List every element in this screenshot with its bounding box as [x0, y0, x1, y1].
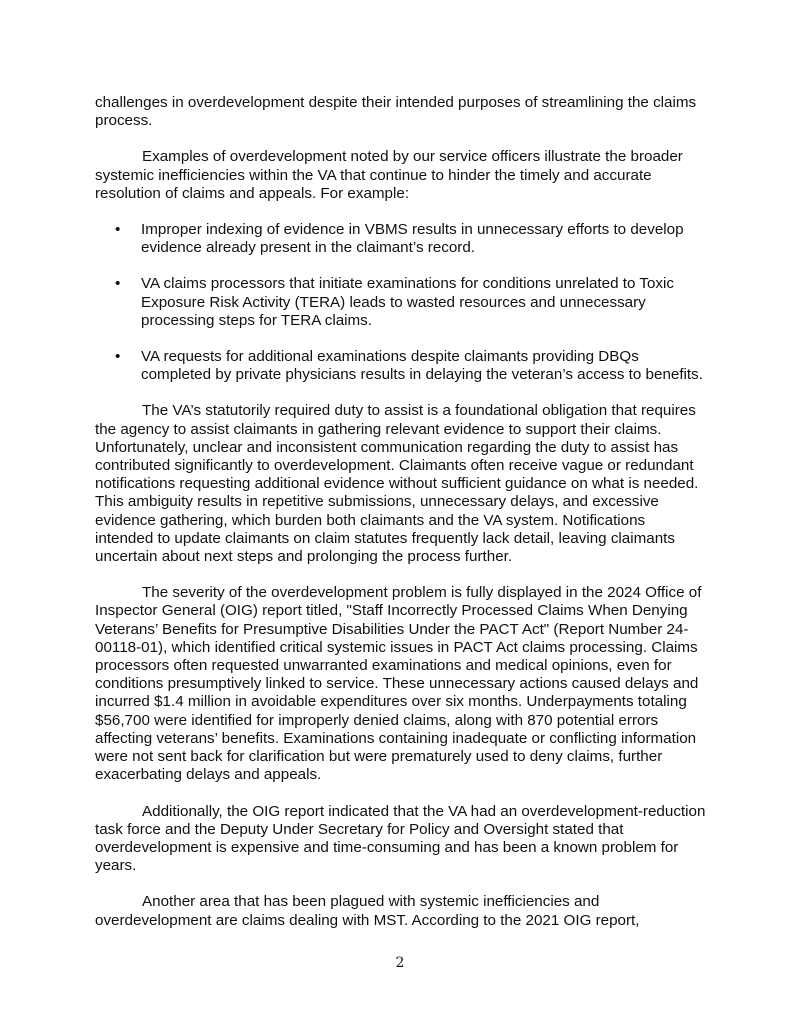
bullet-item-additional-examinations: [95, 348, 707, 384]
bullet-text: VA claims processors that initiate examinations for conditions unrelated to Toxic Exposure Risk Activity (TERA) leads to wasted resources and unnecessary processing steps for TERA claims.: [141, 275, 674, 329]
bullet-icon: •: [115, 348, 121, 366]
duty-to-assist-paragraph: The VA’s statutorily required duty to assist is a foundational obligation that requires the agency to assist claimants in gathering relevant evidence to support their claims. Unfortunately, unclear and inconsistent communication regarding the duty to assist has contributed significantly to overdevelopment. Claimants often receive vague or redundant notifications requesting additional evidence without sufficient guidance on what is needed. This ambiguity results in repetitive submissions, unnecessary delays, and excessive evidence gathering, which burden both claimants and the VA system. Notifications intended to update claimants on claim statutes frequently lack detail, leaving claimants uncertain about next steps and prolonging the process further.: [95, 402, 699, 566]
task-force-paragraph: Additionally, the OIG report indicated that the VA had an overdevelopment-reduction task force and the Deputy Under Secretary for Policy and Oversight stated that overdevelopment is expensive and time-consuming and has been a known problem for years.: [95, 802, 706, 875]
oig-report-paragraph: The severity of the overdevelopment problem is fully displayed in the 2024 Office of Inspector General (OIG) report titled, "Staff Incorrectly Processed Claims When Denying Veterans’ Benefits for Presumptive Disabilities Under the PACT Act" (Report Number 24-00118-01), which identified critical systemic issues in PACT Act claims processing. Claims processors often requested unwarranted examinations and medical opinions, even for conditions presumptively linked to service. These unnecessary actions caused delays and incurred $1.4 million in avoidable expenditures over six months. Underpayments totaling $56,700 were identified for improperly denied claims, along with 870 potential errors affecting veterans’ benefits. Examinations containing inadequate or conflicting information were not sent back for clarification but were prematurely used to deny claims, further exacerbating delays and appeals.: [95, 584, 702, 784]
bullet-text: Improper indexing of evidence in VBMS results in unnecessary efforts to develop evidence already present in the claimant’s record.: [141, 221, 684, 257]
page-number: 2: [395, 955, 405, 971]
bullet-icon: •: [115, 275, 121, 293]
examples-bullet-list: [95, 221, 707, 384]
examples-paragraph: Examples of overdevelopment noted by our service officers illustrate the broader systemic inefficiencies within the VA that continue to hinder the timely and accurate resolution of claims and appeals. For example:: [95, 148, 683, 202]
mst-paragraph: Another area that has been plagued with systemic inefficiencies and overdevelopment are claims dealing with MST. According to the 2021 OIG report,: [95, 893, 640, 929]
bullet-item-tera-examinations: [95, 275, 707, 330]
bullet-icon: •: [115, 221, 121, 239]
intro-paragraph: challenges in overdevelopment despite their intended purposes of streamlining the claims process.: [95, 94, 697, 130]
document-body: [95, 94, 707, 930]
bullet-text: VA requests for additional examinations despite claimants providing DBQs completed by private physicians results in delaying the veteran’s access to benefits.: [141, 348, 703, 384]
bullet-item-vbms-indexing: [95, 221, 707, 257]
